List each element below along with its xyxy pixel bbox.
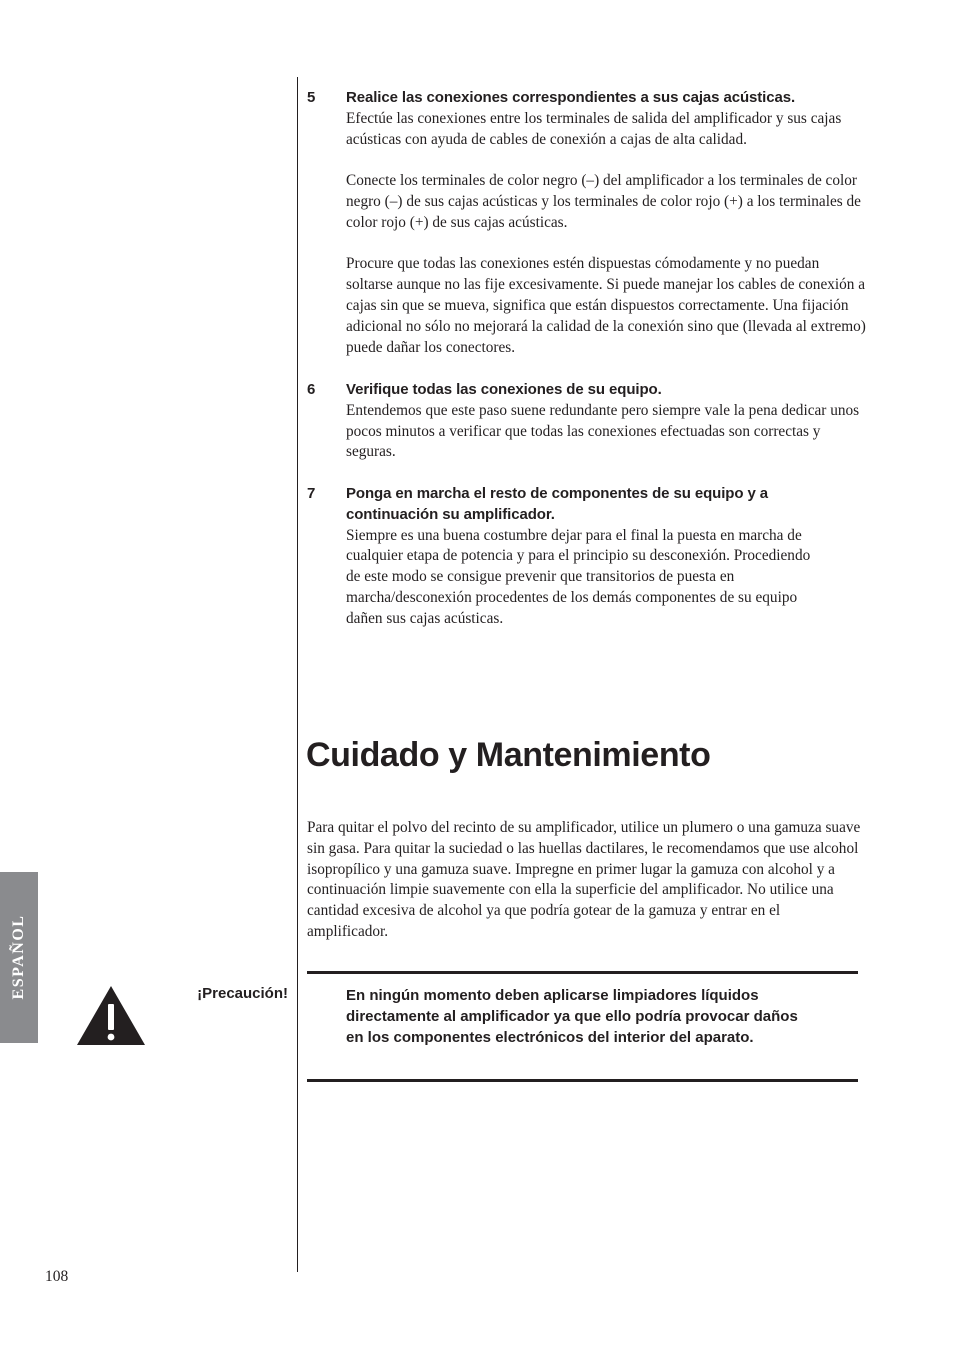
step-6 bbox=[307, 380, 867, 463]
step-number: 5 bbox=[307, 89, 316, 106]
caution-text: En ningún momento deben aplicarse limpiadores líquidos directamente al amplificador ya que ello podría provocar daños en los componentes electrónicos del interior del aparato. bbox=[346, 987, 798, 1046]
caution-top-rule bbox=[307, 971, 858, 974]
step-number: 6 bbox=[307, 381, 316, 398]
caution-bottom-rule bbox=[307, 1079, 858, 1082]
section-title: Cuidado y Mantenimiento bbox=[306, 736, 711, 774]
page-number: 108 bbox=[45, 1268, 69, 1285]
step-paragraph: Siempre es una buena costumbre dejar para el final la puesta en marcha de cualquier etapa de potencia y para el principio su desconexión. Procediendo de este modo se consigue prevenir que transitorios de puesta en marcha/desconexión procedentes de los demás componentes de su equipo dañen sus cajas acústicas. bbox=[346, 526, 811, 627]
step-heading: Verifique todas las conexiones de su equipo. bbox=[346, 381, 662, 398]
step-heading: Ponga en marcha el resto de componentes de su equipo y a continuación su amplificador. bbox=[346, 485, 769, 523]
step-paragraph: Procure que todas las conexiones estén dispuestas cómodamente y no puedan soltarse aunque no las fije excesivamente. Si puede manejar los cables de conexión a cajas sin que se mueva, significa que están dispuestos correctamente. Una fijación adicional no sólo no mejorará la calidad de la conexión sino que (llevada al extremo) puede dañar los conectores. bbox=[346, 255, 866, 356]
step-7 bbox=[307, 484, 867, 630]
step-paragraph: Efectúe las conexiones entre los terminales de salida del amplificador y sus cajas acústicas con ayuda de cables de conexión a cajas de alta calidad. bbox=[346, 109, 842, 148]
step-5 bbox=[307, 88, 867, 358]
section-body: Para quitar el polvo del recinto de su amplificador, utilice un plumero o una gamuza suave sin gasa. Para quitar la suciedad o las huellas dactilares, le recomendamos que use alcohol isopropílico y una gamuza suave. Impregne en primer lugar la gamuza con alcohol y a continuación limpie suavemente con ella la superficie del amplificador. No utilice una cantidad excesiva de alcohol ya que podría gotear de la gamuza y entrar en el amplificador. bbox=[307, 819, 861, 940]
language-label: ESPAÑOL bbox=[10, 914, 27, 1000]
caution-label: ¡Precaución! bbox=[197, 985, 288, 1002]
warning-triangle-icon bbox=[76, 984, 146, 1046]
language-side-tab bbox=[0, 872, 38, 1043]
step-paragraph: Conecte los terminales de color negro (–) del amplificador a los terminales de color negro (–) de sus cajas acústicas y los terminales de color rojo (+) a los terminales de color rojo (+) de sus cajas acústicas. bbox=[346, 172, 861, 231]
step-heading: Realice las conexiones correspondientes a sus cajas acústicas. bbox=[346, 89, 796, 106]
step-number: 7 bbox=[307, 485, 316, 502]
step-paragraph: Entendemos que este paso suene redundante pero siempre vale la pena dedicar unos pocos minutos a verificar que todas las conexiones efectuadas son correctas y seguras. bbox=[346, 401, 860, 461]
column-divider bbox=[297, 77, 298, 1272]
